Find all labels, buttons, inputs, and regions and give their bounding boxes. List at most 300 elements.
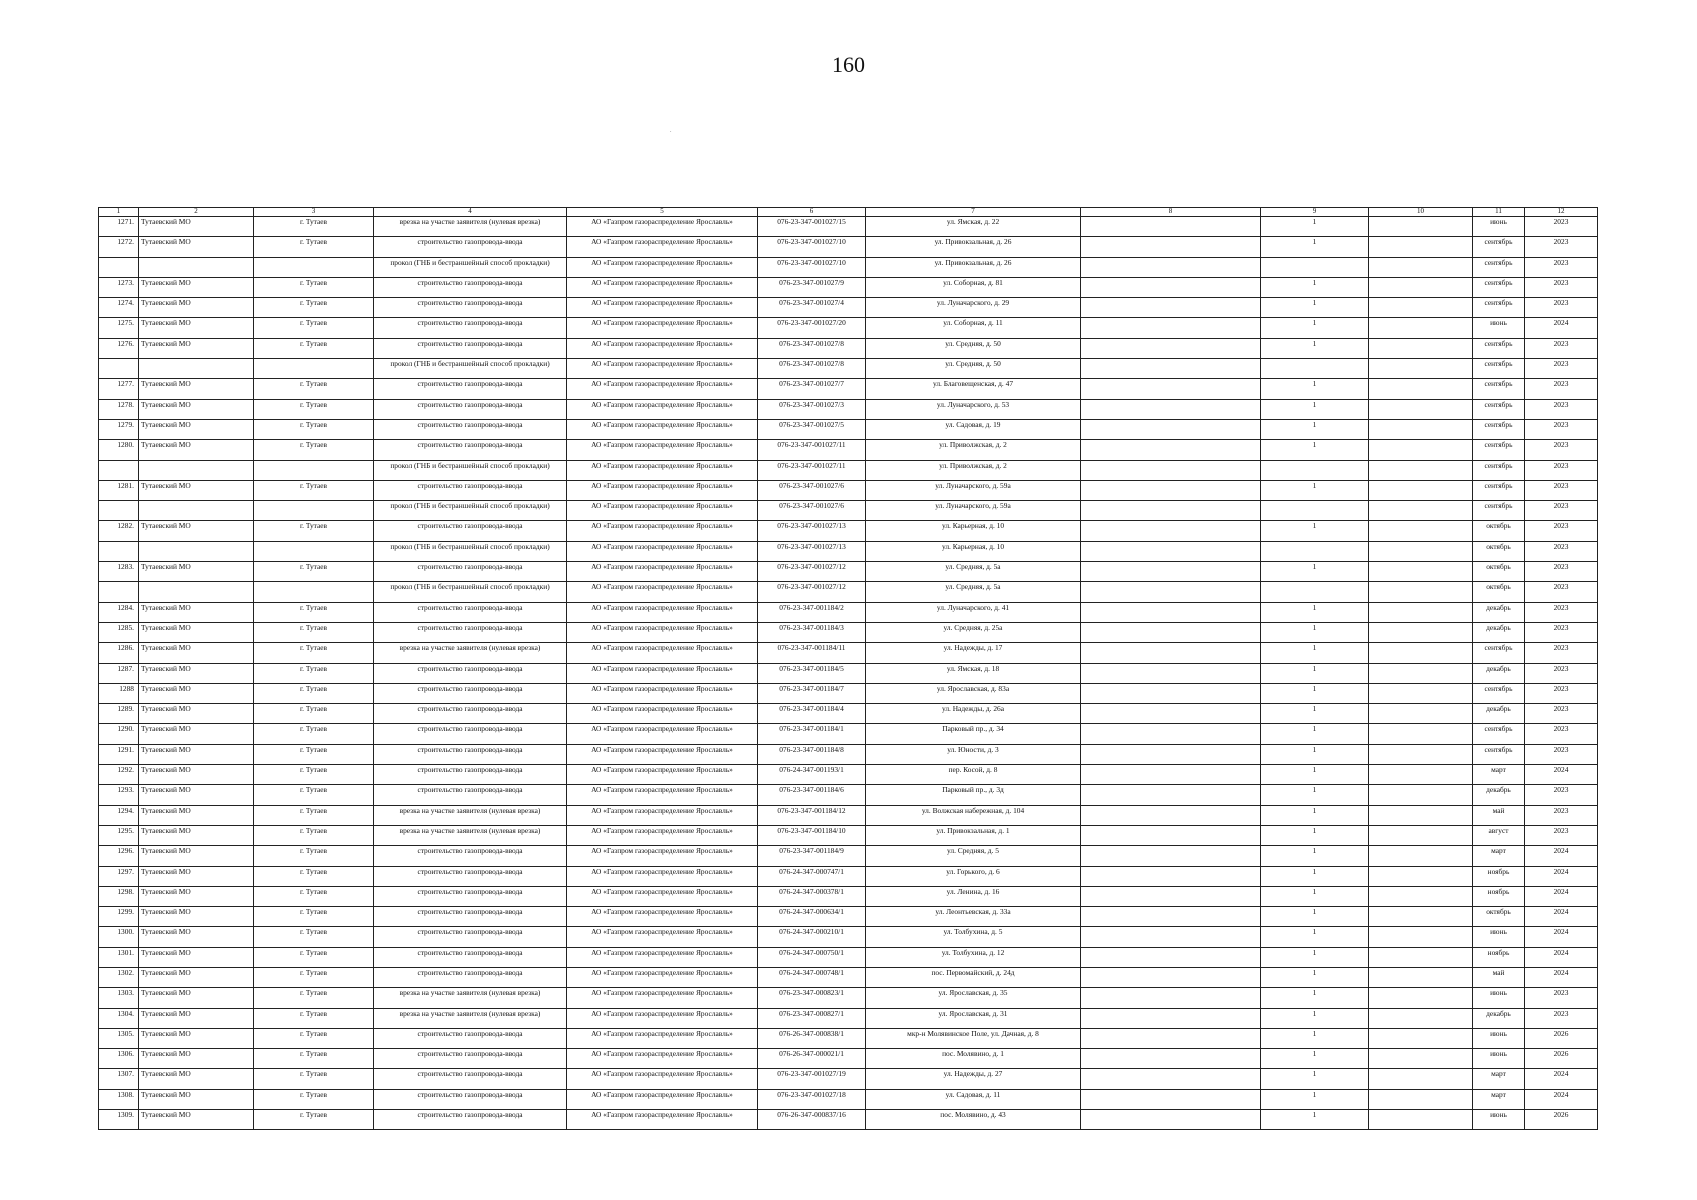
contract-number-cell: 076-23-347-001027/11 [758,440,866,460]
column-8-cell [1081,765,1261,785]
column-10-cell [1369,866,1473,886]
work-type-cell: строительство газопровода-ввода [374,724,567,744]
column-10-cell [1369,663,1473,683]
contract-number-cell: 076-23-347-000823/1 [758,988,866,1008]
work-type-cell: строительство газопровода-ввода [374,967,567,987]
table-row [99,237,1598,257]
work-type-cell: строительство газопровода-ввода [374,298,567,318]
municipality-cell: Тутаевский МО [139,521,254,541]
city-cell: г. Тутаев [254,1069,374,1089]
contract-number-cell: 076-24-347-001193/1 [758,765,866,785]
city-cell: г. Тутаев [254,866,374,886]
year-cell: 2023 [1525,602,1598,622]
year-cell: 2023 [1525,622,1598,642]
organization-cell: АО «Газпром газораспределение Ярославль» [567,785,758,805]
year-cell: 2026 [1525,1049,1598,1069]
year-cell: 2023 [1525,257,1598,277]
count-cell: 1 [1261,846,1369,866]
contract-number-cell: 076-24-347-000634/1 [758,907,866,927]
contract-number-cell: 076-23-347-001027/12 [758,582,866,602]
column-8-cell [1081,622,1261,642]
work-type-cell: строительство газопровода-ввода [374,663,567,683]
column-10-cell [1369,338,1473,358]
year-cell: 2023 [1525,805,1598,825]
month-cell: декабрь [1473,602,1525,622]
work-type-cell: строительство газопровода-ввода [374,521,567,541]
year-cell: 2023 [1525,562,1598,582]
work-type-cell: строительство газопровода-ввода [374,1049,567,1069]
month-cell: март [1473,765,1525,785]
address-cell: ул. Надежды, д. 17 [866,643,1081,663]
work-type-cell: прокол (ГНБ и бестраншейный способ прокладки) [374,501,567,521]
work-type-cell: врезка на участке заявителя (нулевая врезка) [374,1008,567,1028]
count-cell: 1 [1261,886,1369,906]
column-10-cell [1369,1069,1473,1089]
contract-number-cell: 076-23-347-001184/9 [758,846,866,866]
municipality-cell: Тутаевский МО [139,318,254,338]
address-cell: пос. Молявино, д. 43 [866,1110,1081,1130]
row-number-cell: 1290. [99,724,139,744]
city-cell: г. Тутаев [254,765,374,785]
table-row [99,419,1598,439]
contract-number-cell: 076-26-347-000021/1 [758,1049,866,1069]
column-10-cell [1369,419,1473,439]
row-number-cell: 1293. [99,785,139,805]
municipality-cell: Тутаевский МО [139,704,254,724]
column-10-cell [1369,805,1473,825]
column-8-cell [1081,501,1261,521]
address-cell: ул. Соборная, д. 81 [866,277,1081,297]
column-8-cell [1081,277,1261,297]
column-8-cell [1081,521,1261,541]
work-type-cell: врезка на участке заявителя (нулевая врезка) [374,643,567,663]
work-type-cell: строительство газопровода-ввода [374,602,567,622]
work-type-cell: прокол (ГНБ и бестраншейный способ прокладки) [374,359,567,379]
column-10-cell [1369,1028,1473,1048]
municipality-cell: Тутаевский МО [139,886,254,906]
work-type-cell: строительство газопровода-ввода [374,1089,567,1109]
count-cell [1261,460,1369,480]
contract-number-cell: 076-23-347-001027/4 [758,298,866,318]
row-number-cell: 1278. [99,399,139,419]
column-10-cell [1369,1049,1473,1069]
column-10-cell [1369,704,1473,724]
row-number-cell [99,257,139,277]
table-row [99,765,1598,785]
column-8-cell [1081,967,1261,987]
column-8-cell [1081,217,1261,237]
year-cell: 2023 [1525,501,1598,521]
table-row [99,704,1598,724]
city-cell: г. Тутаев [254,602,374,622]
organization-cell: АО «Газпром газораспределение Ярославль» [567,257,758,277]
year-cell: 2023 [1525,399,1598,419]
table-row [99,805,1598,825]
address-cell: ул. Средняя, д. 50 [866,359,1081,379]
city-cell: г. Тутаев [254,298,374,318]
count-cell: 1 [1261,744,1369,764]
municipality-cell: Тутаевский МО [139,805,254,825]
table-row [99,501,1598,521]
table-row [99,379,1598,399]
year-cell: 2023 [1525,643,1598,663]
municipality-cell: Тутаевский МО [139,1089,254,1109]
city-cell: г. Тутаев [254,622,374,642]
municipality-cell: Тутаевский МО [139,947,254,967]
column-10-cell [1369,257,1473,277]
table-row [99,785,1598,805]
address-cell: ул. Приволжская, д. 2 [866,440,1081,460]
month-cell: сентябрь [1473,683,1525,703]
month-cell: сентябрь [1473,744,1525,764]
municipality-cell [139,541,254,561]
address-cell: ул. Ярославская, д. 31 [866,1008,1081,1028]
work-type-cell: строительство газопровода-ввода [374,744,567,764]
municipality-cell [139,257,254,277]
table-row [99,967,1598,987]
municipality-cell: Тутаевский МО [139,379,254,399]
row-number-cell: 1304. [99,1008,139,1028]
address-cell: Парковый пр., д. 3д [866,785,1081,805]
contract-number-cell: 076-23-347-001027/12 [758,562,866,582]
month-cell: сентябрь [1473,501,1525,521]
municipality-cell: Тутаевский МО [139,785,254,805]
count-cell: 1 [1261,927,1369,947]
contract-number-cell: 076-23-347-001184/12 [758,805,866,825]
row-number-cell: 1303. [99,988,139,1008]
organization-cell: АО «Газпром газораспределение Ярославль» [567,1110,758,1130]
organization-cell: АО «Газпром газораспределение Ярославль» [567,379,758,399]
address-cell: ул. Луначарского, д. 53 [866,399,1081,419]
month-cell: май [1473,805,1525,825]
column-8-cell [1081,724,1261,744]
contract-number-cell: 076-23-347-001027/10 [758,237,866,257]
column-10-cell [1369,521,1473,541]
column-8-cell [1081,237,1261,257]
work-type-cell: строительство газопровода-ввода [374,419,567,439]
row-number-cell: 1288 [99,683,139,703]
contract-number-cell: 076-24-347-000747/1 [758,866,866,886]
address-cell: ул. Карьерная, д. 10 [866,541,1081,561]
month-cell: сентябрь [1473,359,1525,379]
count-cell: 1 [1261,338,1369,358]
column-header: 12 [1525,208,1598,217]
work-type-cell: строительство газопровода-ввода [374,846,567,866]
city-cell: г. Тутаев [254,967,374,987]
city-cell: г. Тутаев [254,1049,374,1069]
column-10-cell [1369,988,1473,1008]
column-8-cell [1081,318,1261,338]
column-header: 7 [866,208,1081,217]
year-cell: 2024 [1525,1089,1598,1109]
city-cell: г. Тутаев [254,480,374,500]
month-cell: сентябрь [1473,379,1525,399]
column-header: 4 [374,208,567,217]
municipality-cell: Тутаевский МО [139,724,254,744]
column-8-cell [1081,399,1261,419]
count-cell: 1 [1261,379,1369,399]
month-cell: октябрь [1473,541,1525,561]
year-cell: 2023 [1525,298,1598,318]
column-8-cell [1081,1049,1261,1069]
month-cell: июнь [1473,988,1525,1008]
address-cell: ул. Приволжская, д. 2 [866,460,1081,480]
column-number-row [99,208,1598,217]
work-type-cell: строительство газопровода-ввода [374,1028,567,1048]
contract-number-cell: 076-23-347-001027/13 [758,541,866,561]
month-cell: июнь [1473,927,1525,947]
contract-number-cell: 076-24-347-000748/1 [758,967,866,987]
column-10-cell [1369,967,1473,987]
organization-cell: АО «Газпром газораспределение Ярославль» [567,967,758,987]
count-cell: 1 [1261,825,1369,845]
column-8-cell [1081,825,1261,845]
year-cell: 2023 [1525,419,1598,439]
municipality-cell: Тутаевский МО [139,602,254,622]
month-cell: август [1473,825,1525,845]
organization-cell: АО «Газпром газораспределение Ярославль» [567,217,758,237]
city-cell [254,541,374,561]
month-cell: сентябрь [1473,257,1525,277]
contract-number-cell: 076-24-347-000750/1 [758,947,866,967]
table-row [99,1049,1598,1069]
month-cell: сентябрь [1473,724,1525,744]
column-8-cell [1081,907,1261,927]
municipality-cell: Тутаевский МО [139,663,254,683]
row-number-cell: 1299. [99,907,139,927]
column-10-cell [1369,440,1473,460]
table-row [99,562,1598,582]
city-cell: г. Тутаев [254,683,374,703]
organization-cell: АО «Газпром газораспределение Ярославль» [567,683,758,703]
municipality-cell [139,359,254,379]
work-type-cell: строительство газопровода-ввода [374,1110,567,1130]
count-cell: 1 [1261,602,1369,622]
month-cell: сентябрь [1473,643,1525,663]
column-10-cell [1369,947,1473,967]
organization-cell: АО «Газпром газораспределение Ярославль» [567,927,758,947]
row-number-cell: 1294. [99,805,139,825]
work-type-cell: врезка на участке заявителя (нулевая врезка) [374,805,567,825]
count-cell: 1 [1261,622,1369,642]
month-cell: июнь [1473,1110,1525,1130]
address-cell: ул. Привокзальная, д. 1 [866,825,1081,845]
municipality-cell: Тутаевский МО [139,683,254,703]
organization-cell: АО «Газпром газораспределение Ярославль» [567,1089,758,1109]
address-cell: пос. Первомайский, д. 24д [866,967,1081,987]
year-cell: 2024 [1525,866,1598,886]
column-10-cell [1369,1089,1473,1109]
address-cell: ул. Средняя, д. 50 [866,338,1081,358]
work-type-cell: строительство газопровода-ввода [374,399,567,419]
organization-cell: АО «Газпром газораспределение Ярославль» [567,947,758,967]
column-10-cell [1369,724,1473,744]
count-cell: 1 [1261,399,1369,419]
month-cell: октябрь [1473,562,1525,582]
year-cell: 2024 [1525,318,1598,338]
column-8-cell [1081,541,1261,561]
contract-number-cell: 076-23-347-001027/18 [758,1089,866,1109]
row-number-cell [99,541,139,561]
column-10-cell [1369,298,1473,318]
work-type-cell: прокол (ГНБ и бестраншейный способ прокладки) [374,541,567,561]
organization-cell: АО «Газпром газораспределение Ярославль» [567,521,758,541]
city-cell: г. Тутаев [254,562,374,582]
year-cell: 2023 [1525,338,1598,358]
row-number-cell: 1283. [99,562,139,582]
column-10-cell [1369,1008,1473,1028]
table-row [99,582,1598,602]
address-cell: ул. Ленина, д. 16 [866,886,1081,906]
address-cell: ул. Юности, д. 3 [866,744,1081,764]
row-number-cell [99,501,139,521]
column-10-cell [1369,460,1473,480]
table-row [99,724,1598,744]
month-cell: октябрь [1473,907,1525,927]
row-number-cell [99,582,139,602]
year-cell: 2023 [1525,704,1598,724]
work-type-cell: строительство газопровода-ввода [374,785,567,805]
table-row [99,1110,1598,1130]
work-type-cell: строительство газопровода-ввода [374,338,567,358]
row-number-cell: 1306. [99,1049,139,1069]
column-8-cell [1081,947,1261,967]
work-type-cell: строительство газопровода-ввода [374,622,567,642]
year-cell: 2023 [1525,237,1598,257]
column-10-cell [1369,622,1473,642]
count-cell: 1 [1261,440,1369,460]
column-8-cell [1081,683,1261,703]
address-cell: ул. Толбухина, д. 5 [866,927,1081,947]
year-cell: 2024 [1525,947,1598,967]
city-cell: г. Тутаев [254,217,374,237]
column-8-cell [1081,460,1261,480]
year-cell: 2023 [1525,744,1598,764]
contract-number-cell: 076-24-347-000210/1 [758,927,866,947]
address-cell: ул. Карьерная, д. 10 [866,521,1081,541]
row-number-cell: 1300. [99,927,139,947]
organization-cell: АО «Газпром газораспределение Ярославль» [567,724,758,744]
municipality-cell: Тутаевский МО [139,1049,254,1069]
count-cell: 1 [1261,277,1369,297]
table-row [99,298,1598,318]
municipality-cell: Тутаевский МО [139,927,254,947]
column-8-cell [1081,298,1261,318]
municipality-cell: Тутаевский МО [139,643,254,663]
organization-cell: АО «Газпром газораспределение Ярославль» [567,602,758,622]
month-cell: июнь [1473,1049,1525,1069]
count-cell: 1 [1261,521,1369,541]
city-cell: г. Тутаев [254,988,374,1008]
work-type-cell: прокол (ГНБ и бестраншейный способ прокладки) [374,257,567,277]
count-cell [1261,359,1369,379]
municipality-cell: Тутаевский МО [139,480,254,500]
city-cell: г. Тутаев [254,338,374,358]
city-cell: г. Тутаев [254,1008,374,1028]
column-10-cell [1369,359,1473,379]
month-cell: декабрь [1473,704,1525,724]
organization-cell: АО «Газпром газораспределение Ярославль» [567,440,758,460]
organization-cell: АО «Газпром газораспределение Ярославль» [567,866,758,886]
column-8-cell [1081,338,1261,358]
count-cell: 1 [1261,988,1369,1008]
address-cell: Парковый пр., д. 34 [866,724,1081,744]
municipality-cell: Тутаевский МО [139,1028,254,1048]
column-8-cell [1081,257,1261,277]
row-number-cell: 1289. [99,704,139,724]
work-type-cell: строительство газопровода-ввода [374,318,567,338]
column-8-cell [1081,1069,1261,1089]
city-cell: г. Тутаев [254,1110,374,1130]
row-number-cell: 1284. [99,602,139,622]
municipality-cell: Тутаевский МО [139,988,254,1008]
year-cell: 2023 [1525,277,1598,297]
city-cell: г. Тутаев [254,277,374,297]
organization-cell: АО «Газпром газораспределение Ярославль» [567,399,758,419]
contract-number-cell: 076-23-347-001027/20 [758,318,866,338]
count-cell: 1 [1261,1028,1369,1048]
organization-cell: АО «Газпром газораспределение Ярославль» [567,907,758,927]
count-cell: 1 [1261,480,1369,500]
month-cell: декабрь [1473,785,1525,805]
year-cell: 2024 [1525,765,1598,785]
count-cell: 1 [1261,947,1369,967]
count-cell [1261,257,1369,277]
organization-cell: АО «Газпром газораспределение Ярославль» [567,480,758,500]
column-8-cell [1081,1110,1261,1130]
table-row [99,663,1598,683]
work-type-cell: строительство газопровода-ввода [374,277,567,297]
work-type-cell: строительство газопровода-ввода [374,927,567,947]
row-number-cell: 1292. [99,765,139,785]
row-number-cell: 1273. [99,277,139,297]
month-cell: июнь [1473,1028,1525,1048]
organization-cell: АО «Газпром газораспределение Ярославль» [567,237,758,257]
work-type-cell: строительство газопровода-ввода [374,866,567,886]
address-cell: ул. Ямская, д. 18 [866,663,1081,683]
city-cell: г. Тутаев [254,643,374,663]
year-cell: 2023 [1525,541,1598,561]
month-cell: сентябрь [1473,440,1525,460]
table-row [99,277,1598,297]
column-10-cell [1369,846,1473,866]
row-number-cell: 1282. [99,521,139,541]
count-cell: 1 [1261,704,1369,724]
contract-number-cell: 076-23-347-001184/7 [758,683,866,703]
municipality-cell: Тутаевский МО [139,846,254,866]
organization-cell: АО «Газпром газораспределение Ярославль» [567,582,758,602]
table-body [99,217,1598,1130]
work-type-cell: строительство газопровода-ввода [374,480,567,500]
month-cell: ноябрь [1473,866,1525,886]
year-cell: 2023 [1525,825,1598,845]
year-cell: 2023 [1525,521,1598,541]
city-cell: г. Тутаев [254,704,374,724]
column-header: 9 [1261,208,1369,217]
table-row [99,825,1598,845]
contract-number-cell: 076-23-347-001184/6 [758,785,866,805]
column-8-cell [1081,663,1261,683]
year-cell: 2026 [1525,1110,1598,1130]
city-cell: г. Тутаев [254,1028,374,1048]
city-cell [254,460,374,480]
column-10-cell [1369,318,1473,338]
month-cell: июнь [1473,217,1525,237]
organization-cell: АО «Газпром газораспределение Ярославль» [567,663,758,683]
row-number-cell: 1281. [99,480,139,500]
contract-number-cell: 076-23-347-001027/8 [758,338,866,358]
work-type-cell: строительство газопровода-ввода [374,1069,567,1089]
